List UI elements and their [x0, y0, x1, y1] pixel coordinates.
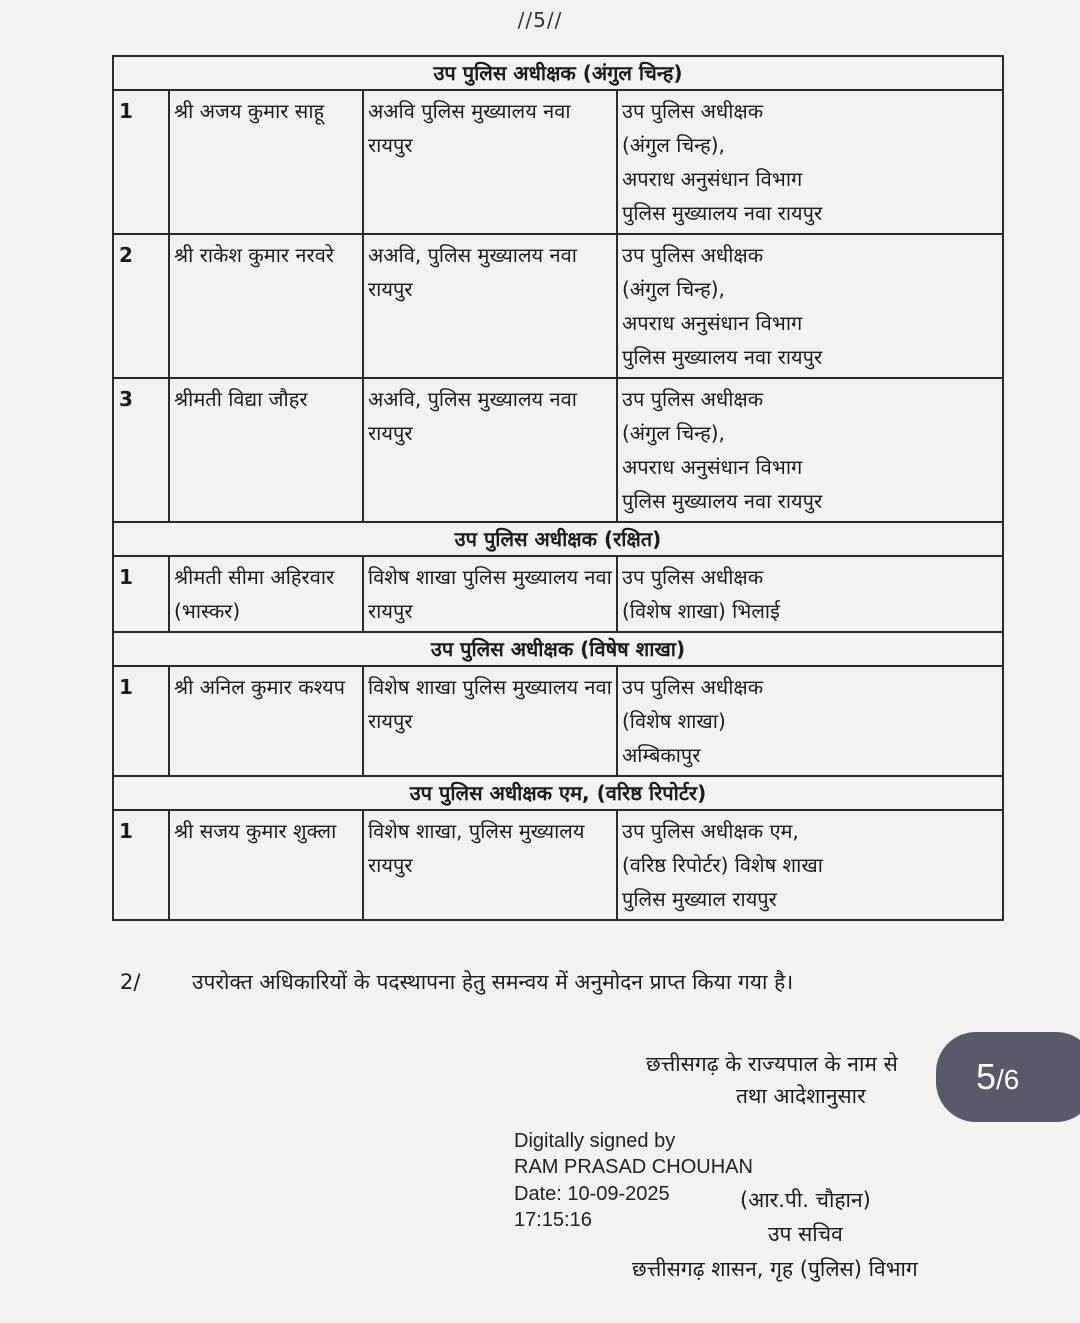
new-posting-line: पुलिस मुख्यालय नवा रायपुर — [622, 345, 823, 369]
table-row — [113, 378, 1003, 522]
governor-order-line: छत्तीसगढ़ के राज्यपाल के नाम से — [646, 1052, 898, 1076]
new-posting-line: अपराध अनुसंधान विभाग — [622, 311, 803, 335]
table-row — [113, 90, 1003, 234]
current-posting: विशेष शाखा पुलिस मुख्यालय नवा रायपुर — [363, 666, 617, 776]
new-posting-line: (वरिष्ठ रिपोर्टर) विशेष शाखा — [622, 853, 823, 877]
order-line: तथा आदेशानुसार — [736, 1084, 866, 1108]
new-posting-line: अम्बिकापुर — [622, 743, 701, 767]
current-posting: विशेष शाखा, पुलिस मुख्यालय रायपुर — [363, 810, 617, 920]
digital-signature — [514, 1128, 753, 1234]
table-row — [113, 810, 1003, 920]
new-posting-line: उप पुलिस अधीक्षक — [622, 675, 764, 699]
new-posting — [617, 666, 1003, 776]
current-page: 5 — [976, 1056, 997, 1097]
current-posting: विशेष शाखा पुलिस मुख्यालय नवा रायपुर — [363, 556, 617, 632]
table-row — [113, 556, 1003, 632]
new-posting-line: (विशेष शाखा) — [622, 709, 726, 733]
total-pages: /6 — [996, 1064, 1020, 1095]
section-header-row — [113, 632, 1003, 666]
new-posting-line: उप पुलिस अधीक्षक एम, — [622, 819, 799, 843]
new-posting-line: उप पुलिस अधीक्षक — [622, 243, 764, 267]
officer-name: श्रीमती विद्या जौहर — [169, 378, 363, 522]
table-row — [113, 234, 1003, 378]
current-posting: अअवि, पुलिस मुख्यालय नवा रायपुर — [363, 234, 617, 378]
signatory-designation: उप सचिव — [768, 1222, 843, 1246]
note-text: उपरोक्त अधिकारियों के पदस्थापना हेतु समन्वय में अनुमोदन प्राप्त किया गया है। — [192, 970, 794, 994]
section-title: उप पुलिस अधीक्षक एम, (वरिष्ठ रिपोर्टर) — [113, 776, 1003, 810]
row-number: 1 — [113, 90, 169, 234]
new-posting-line: उप पुलिस अधीक्षक — [622, 387, 764, 411]
officer-name: श्री अनिल कुमार कश्यप — [169, 666, 363, 776]
section-header-row — [113, 776, 1003, 810]
row-number: 1 — [113, 810, 169, 920]
officer-name: श्री सजय कुमार शुक्ला — [169, 810, 363, 920]
new-posting-line: अपराध अनुसंधान विभाग — [622, 455, 803, 479]
page-counter-badge[interactable] — [936, 1032, 1080, 1122]
new-posting — [617, 378, 1003, 522]
new-posting-line: उप पुलिस अधीक्षक — [622, 565, 764, 589]
row-number: 1 — [113, 666, 169, 776]
row-number: 2 — [113, 234, 169, 378]
section-title: उप पुलिस अधीक्षक (रक्षित) — [113, 522, 1003, 556]
new-posting — [617, 556, 1003, 632]
new-posting-line: पुलिस मुख्यालय नवा रायपुर — [622, 489, 823, 513]
new-posting — [617, 234, 1003, 378]
new-posting-line: (अंगुल चिन्ह), — [622, 277, 725, 301]
new-posting-line: उप पुलिस अधीक्षक — [622, 99, 764, 123]
row-number: 3 — [113, 378, 169, 522]
section-header-row — [113, 522, 1003, 556]
section-title: उप पुलिस अधीक्षक (विषेष शाखा) — [113, 632, 1003, 666]
signatory-name: (आर.पी. चौहान) — [740, 1188, 871, 1212]
new-posting — [617, 810, 1003, 920]
approval-note — [120, 968, 1020, 996]
current-posting: अअवि पुलिस मुख्यालय नवा रायपुर — [363, 90, 617, 234]
new-posting-line: (अंगुल चिन्ह), — [622, 421, 725, 445]
new-posting — [617, 90, 1003, 234]
signature-date: Date: 10-09-2025 — [514, 1182, 670, 1205]
new-posting-line: अपराध अनुसंधान विभाग — [622, 167, 803, 191]
new-posting-line: पुलिस मुख्यालय नवा रायपुर — [622, 201, 823, 225]
officer-name: श्रीमती सीमा अहिरवार (भास्कर) — [169, 556, 363, 632]
new-posting-line: पुलिस मुख्याल रायपुर — [622, 887, 777, 911]
page-marker: //5// — [517, 8, 563, 32]
section-header-row — [113, 56, 1003, 90]
current-posting: अअवि, पुलिस मुख्यालय नवा रायपुर — [363, 378, 617, 522]
signature-time: 17:15:16 — [514, 1209, 592, 1232]
row-number: 1 — [113, 556, 169, 632]
new-posting-line: (विशेष शाखा) भिलाई — [622, 599, 780, 623]
table-row — [113, 666, 1003, 776]
department-line: छत्तीसगढ़ शासन, गृह (पुलिस) विभाग — [632, 1257, 918, 1281]
section-title: उप पुलिस अधीक्षक (अंगुल चिन्ह) — [113, 56, 1003, 90]
officer-name: श्री राकेश कुमार नरवरे — [169, 234, 363, 378]
note-number: 2/ — [120, 970, 141, 994]
digital-signature-label: Digitally signed by — [514, 1130, 676, 1152]
new-posting-line: (अंगुल चिन्ह), — [622, 133, 725, 157]
posting-table — [112, 55, 1004, 921]
officer-name: श्री अजय कुमार साहू — [169, 90, 363, 234]
signer-name: RAM PRASAD CHOUHAN — [514, 1156, 753, 1179]
